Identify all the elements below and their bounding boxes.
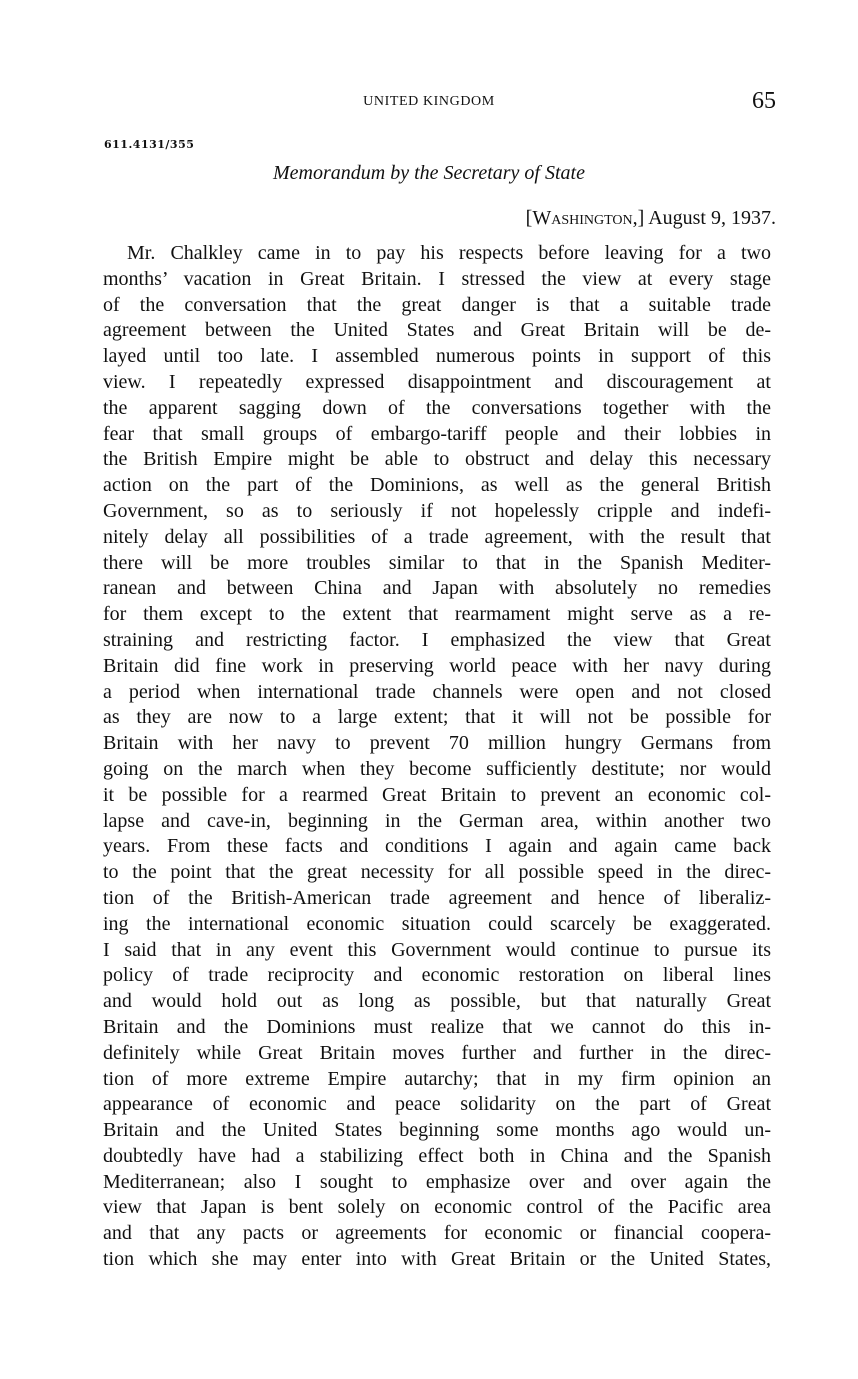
running-title: UNITED KINGDOM xyxy=(363,94,495,109)
body-line: tion of the British-American trade agreement and hence of liberaliz- xyxy=(103,886,771,909)
body-line: ing the international economic situation could scarcely be exaggerated. xyxy=(103,912,771,935)
memorandum-body xyxy=(103,241,771,1273)
running-head xyxy=(0,88,858,116)
body-line: Mediterranean; also I sought to emphasize over and over again the xyxy=(103,1170,771,1193)
body-line: view. I repeatedly expressed disappointment and discouragement at xyxy=(103,370,771,393)
dateline xyxy=(526,207,776,230)
body-line: going on the march when they become sufficiently destitute; nor would xyxy=(103,757,771,780)
body-line: for them except to the extent that rearmament might serve as a re- xyxy=(103,603,771,626)
body-line: as they are now to a large extent; that it will not be possible for xyxy=(103,706,771,729)
body-line: to the point that the great necessity for all possible speed in the direc- xyxy=(103,861,771,884)
document-title: Memorandum by the Secretary of State xyxy=(273,162,585,184)
body-line: ranean and between China and Japan with absolutely no remedies xyxy=(103,577,771,600)
body-line: a period when international trade channels were open and not closed xyxy=(103,680,771,703)
body-line: view that Japan is bent solely on economic control of the Pacific area xyxy=(103,1196,771,1219)
body-line: of the conversation that the great danger is that a suitable trade xyxy=(103,293,771,316)
body-line: months’ vacation in Great Britain. I stressed the view at every stage xyxy=(103,267,771,290)
dateline-close-bracket: ,] xyxy=(632,207,645,229)
body-line: the apparent sagging down of the conversations together with the xyxy=(103,396,771,419)
dateline-date: August 9, 1937. xyxy=(648,207,776,229)
body-line: Britain and the Dominions must realize that we cannot do this in- xyxy=(103,1015,771,1038)
body-line: Mr. Chalkley came in to pay his respects before leaving for a two xyxy=(127,242,771,264)
body-line: policy of trade reciprocity and economic restoration on liberal lines xyxy=(103,964,771,987)
body-line: I said that in any event this Government would continue to pursue its xyxy=(103,938,771,961)
body-line: there will be more troubles similar to that in the Spanish Mediter- xyxy=(103,551,771,574)
body-line: Britain did fine work in preserving world peace with her navy during xyxy=(103,654,771,677)
body-line: Britain and the United States beginning some months ago would un- xyxy=(103,1119,771,1142)
body-line: the British Empire might be able to obstruct and delay this necessary xyxy=(103,448,771,471)
body-line: and would hold out as long as possible, but that naturally Great xyxy=(103,990,771,1013)
body-line: and that any pacts or agreements for economic or financial coopera- xyxy=(103,1222,771,1245)
body-line: Britain with her navy to prevent 70 million hungry Germans from xyxy=(103,732,771,755)
body-line: straining and restricting factor. I emphasized the view that Great xyxy=(103,628,771,651)
body-line: Government, so as to seriously if not hopelessly cripple and indefi- xyxy=(103,499,771,522)
body-line: action on the part of the Dominions, as well as the general British xyxy=(103,474,771,497)
body-line: agreement between the United States and Great Britain will be de- xyxy=(103,319,771,342)
body-line: definitely while Great Britain moves further and further in the direc- xyxy=(103,1041,771,1064)
file-number: 611.4131/355 xyxy=(104,138,195,151)
body-line: tion of more extreme Empire autarchy; that in my firm opinion an xyxy=(103,1067,771,1090)
body-line: tion which she may enter into with Great Britain or the United States, xyxy=(103,1248,771,1271)
body-line: appearance of economic and peace solidarity on the part of Great xyxy=(103,1093,771,1116)
body-line: fear that small groups of embargo-tariff people and their lobbies in xyxy=(103,422,771,445)
body-line: layed until too late. I assembled numerous points in support of this xyxy=(103,345,771,368)
dateline-place: Washington xyxy=(532,207,633,229)
body-line: lapse and cave-in, beginning in the German area, within another two xyxy=(103,809,771,832)
body-line: doubtedly have had a stabilizing effect both in China and the Spanish xyxy=(103,1144,771,1167)
dateline-open-bracket: [ xyxy=(525,207,533,229)
body-line: years. From these facts and conditions I again and again came back xyxy=(103,835,771,858)
page-number: 65 xyxy=(752,88,776,114)
body-line: it be possible for a rearmed Great Britain to prevent an economic col- xyxy=(103,783,771,806)
body-line: nitely delay all possibilities of a trade agreement, with the result that xyxy=(103,525,771,548)
